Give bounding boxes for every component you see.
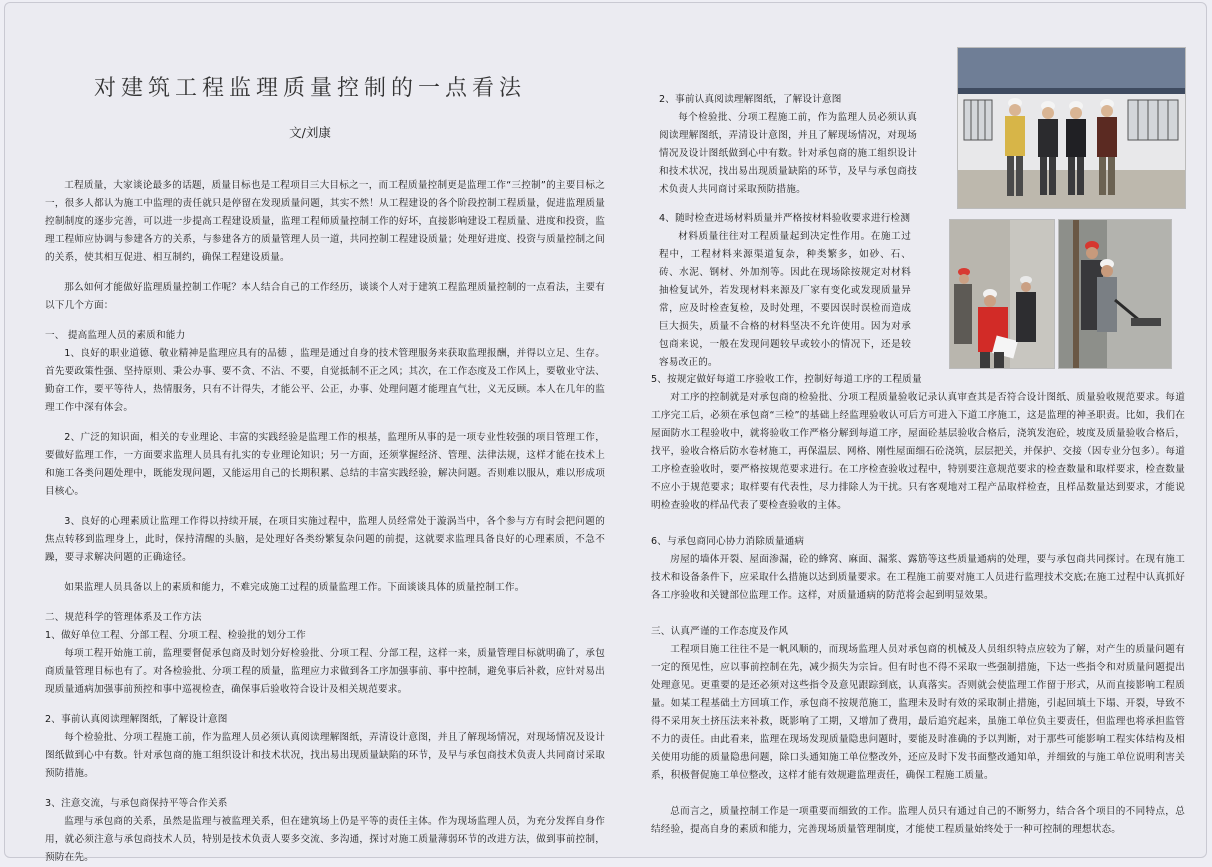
magazine-page [4,2,1207,863]
section-heading: 三、认真严谨的工作态度及作风 [651,626,789,637]
paragraph-gap [651,785,1185,803]
right-column-middle [659,210,911,372]
section-heading: 3、注意交流，与承包商保持平等合作关系 [45,798,228,809]
article-title: 对建筑工程监理质量控制的一点看法 [93,76,526,101]
right-column-top [659,91,917,199]
section-heading: 5、按规定做好每道工序验收工作，控制好每道工序的工程质量 [651,374,922,385]
body-paragraph: 每个检验批、分项工程施工前，作为监理人员必须认真阅读理解图纸，弄清设计意图，并且了解现场情况，对现场情况及设计图纸做到心中有数。针对承包商的施工组织设计和技术状况，找出易出现质量缺陷的环节，及早与承包商技术负责人共同商讨采取预防措施。 [659,112,917,195]
paragraph-gap [45,783,605,795]
body-paragraph: 工程项目施工往往不是一帆风顺的，而现场监理人员对承包商的机械及人员组织特点应较为了解，对产生的质量问题有一定的预见性，应以事前控制在先，减少损失为宗旨。但有时也不得不采取一些强制措施，下达一些指令和对质量问题提出处理意见。更重要的是还必须对这些指令及意见跟踪到底，认真落实。否则就会使监理工作留于形式，从而直接影响工程质量。如某工程基础土方回填工作，承包商不按规范施工，监理未及时有效的采取制止措施，引起回填土下塌、开裂，导致不得不采用灰土挤压法来补救，既影响了工期，又增加了费用，最后追究起来，虽施工单位负主要责任，但监理也将承担监管不力的责任。由此看来，监理在现场发现质量隐患问题时，要能及时准确的予以判断，对于那些可能影响工程实体结构及相关使用功能的质量隐患问题，除口头通知施工单位整改外，还应及时下发书面整改通知单，并细致的与施工单位说明利害关系，积极督促施工单位整改，这样才能有效规避监理责任，确保工程施工质量。 [651,644,1185,781]
paragraph-gap [45,699,605,711]
section-heading: 4、随时检查进场材料质量并严格按材料验收要求进行检测 [659,213,911,224]
body-paragraph: 监理与承包商的关系，虽然是监理与被监理关系，但在建筑场上仍是平等的责任主体。作为现场监理人员，为充分发挥自身作用，就必须注意与承包商技术人员，特别是技术负责人要多交流、多沟通，探讨对施工质量薄弱环节的改进方法，做到事前控制，预防在先。 [45,816,605,863]
body-paragraph: 工程质量，大家谈论最多的话题，质量目标也是工程项目三大目标之一，而工程质量控制更是监理工作“三控制”的主要目标之一，很多人都认为施工中监理的责任就只是停留在发现质量问题，其实不然！从工程建设的各个阶段控制工程质量，促进监理质量控制制度的逐步完善，可以进一步提高工程建设质量，监理工程师质量控制工作的好坏，直接影响建设工程质量、进度和投资，监理工程师应协调与参建各方的关系，与参建各方的质量管理人员一道，共同控制工程建设质量；处理好进度、投资与质量控制之间的关系，使其相互促进、相互制约，确保工程建设质量。 [45,180,605,263]
article-author: 文/刘康 [289,125,331,140]
inspection-photo [949,219,1055,369]
section-heading: 二、规范科学的管理体系及工作方法 [45,612,202,623]
paragraph-gap [45,267,605,279]
paragraph-gap [45,315,605,327]
right-column-bottom [651,371,1185,839]
paragraph-gap [45,597,605,609]
body-paragraph: 材料质量往往对工程质量起到决定性作用。在施工过程中，工程材料来源渠道复杂，种类繁多，如砂、石、砖、水泥、钢材、外加剂等。因此在现场除按规定对材料抽检复试外，若发现材料来源及厂家有变化或发现质量异常，应及时检查复检，及时处理，不要因误时误检而造成巨大损失，质量不合格的材料坚决不允许使用。因为对承包商来说，一般在发现问题较早或较小的情况下，还是较容易改正的。 [659,231,911,368]
section-heading: 2、事前认真阅读理解图纸，了解设计意图 [659,94,842,105]
paragraph-gap [45,417,605,429]
body-paragraph: 3、良好的心理素质让监理工作得以持续开展，在项目实施过程中，监理人员经常处于漩涡当中，各个参与方有时会把问题的焦点转移到监理身上，此时，保持清醒的头脑，是处理好各类纷繁复杂问题的前提，这就要求监理具备良好的心理素质，不急不躁，要寻求解决问题的正确途径。 [45,516,605,563]
paragraph-gap [651,605,1185,623]
body-paragraph: 每个检验批、分项工程施工前，作为监理人员必须认真阅读理解图纸，弄清设计意图，并且了解现场情况，对现场情况及设计图纸做到心中有数。针对承包商的施工组织设计和技术状况，找出易出现质量缺陷的环节，及早与承包商技术负责人共同商讨采取预防措施。 [45,732,605,779]
body-paragraph: 2、广泛的知识面，相关的专业理论、丰富的实践经验是监理工作的根基，监理所从事的是一项专业性较强的项目管理工作，要做好监理工作，一方面要求监理人员具有扎实的专业理论知识；另一方面，还须掌握经济、管理、法律法规，这样才能在技术上和施工各类问题处理中，既能发现问题，又能运用自己的长期积累、总结的丰富实践经验，解决问题。否则难以服从，难以形成项目核心。 [45,432,605,497]
section-heading: 一、 提高监理人员的素质和能力 [45,330,186,341]
paragraph-gap [651,515,1185,533]
group-photo [957,47,1186,209]
left-column [45,177,605,867]
body-paragraph: 每项工程开始施工前，监理要督促承包商及时划分好检验批、分项工程、分部工程，这样一来，质量管理目标就明确了，承包商质量管理目标也有了。对各检验批、分项工程的质量，监理应力求做到各工序加强事前、事中控制，避免事后补救，应针对易出现质量通病加强事前预控和事中巡视检查，确保事后验收符合设计及相关规范要求。 [45,648,605,695]
body-paragraph: 房屋的墙体开裂、屋面渗漏，砼的蜂窝、麻面、漏浆、露筋等这些质量通病的处理，要与承包商共同探讨。在现有施工技术和设备条件下，应采取什么措施以达到质量要求。在工程施工前要对施工人员进行监理技术交底;在施工过程中认真抓好各工序验收和关键部位监理工作。这样，对质量通病的防范将会起到明显效果。 [651,554,1185,601]
body-paragraph: 如果监理人员具备以上的素质和能力，不难完成施工过程的质量监理工作。下面谈谈具体的质量控制工作。 [64,582,525,593]
body-paragraph: 总而言之，质量控制工作是一项重要而细致的工作。监理人员只有通过自己的不断努力，结合各个项目的不同特点，总结经验，提高自身的素质和能力，完善现场质量管理制度，才能使工程质量始终处于一种可控制的理想状态。 [651,806,1185,835]
wall-inspection-photo [1058,219,1172,369]
section-heading: 2、事前认真阅读理解图纸，了解设计意图 [45,714,228,725]
body-paragraph: 对工序的控制就是对承包商的检验批、分项工程质量验收记录认真审查其是否符合设计图纸、质量验收规范要求。每道工序完工后，必须在承包商“三检”的基础上经监理验收认可后方可进入下道工序施工，这是监理的神圣职责。比如，我们在屋面防水工程验收中，就将验收工作严格分解到每道工序，屋面砼基层验收合格后，浇筑发泡砼，坡度及质量验收合格后，找平，验收合格后防水卷材施工，再保温层、网格、刚性屋面细石砼浇筑，层层把关，并保护、交接（因专业分包多）。每道工序检查验收时，要严格按规范要求进行。在工序检查验收过程中，特别要注意规范要求的检查数量和取样要求，检查数量不应小于规范要求；取样要有代表性，尽力排除人为干扰。只有客观地对工程产品取样检查，且样品数量达到要求，才能说明检查验收的样品代表了要检查验收的主体。 [651,392,1185,511]
body-paragraph: 那么如何才能做好监理质量控制工作呢？本人结合自己的工作经历，谈谈个人对于建筑工程监理质量控制的一点看法，主要有以下几个方面： [45,282,605,311]
section-heading: 6、与承包商同心协力消除质量通病 [651,536,805,547]
paragraph-gap [45,501,605,513]
body-paragraph: 1、良好的职业道德、敬业精神是监理应具有的品德 ，监理是通过自身的技术管理服务来获取监理报酬，并得以立足、生存。首先要政策性强、坚持原则、秉公办事、要不贪、不沾、不要，自觉抵制不正之风；其次，在工作态度及工作风上，要敬业守法、勤奋工作，要平等待人，热情服务，只有不计得失，才能公平、公正，办事、处理问题才能理直气壮，义无反顾。本人在几年的监理工作中深有体会。 [45,348,605,413]
paragraph-gap [45,567,605,579]
section-heading: 1、做好单位工程、分部工程、分项工程、检验批的划分工作 [45,630,306,641]
